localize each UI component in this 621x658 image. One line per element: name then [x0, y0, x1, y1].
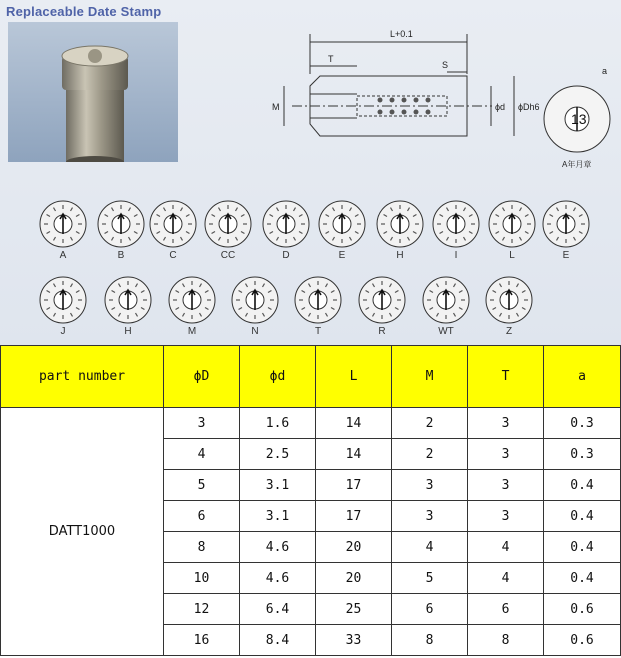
dial-label: L	[509, 250, 515, 261]
table-cell: 0.4	[544, 501, 621, 532]
dial-label: C	[169, 250, 177, 261]
table-cell: 3	[468, 408, 544, 439]
dial-label: I	[454, 250, 458, 261]
dial-caption: A年月章	[562, 160, 592, 169]
table-cell: 4	[392, 532, 468, 563]
table-cell: 4	[468, 532, 544, 563]
table-cell: 20	[316, 563, 392, 594]
dial-label: E	[562, 250, 570, 261]
table-cell: 5	[392, 563, 468, 594]
table-cell: 33	[316, 625, 392, 656]
dial-label: B	[117, 250, 125, 261]
dial-label: Z	[505, 326, 513, 337]
table-cell: 4	[164, 439, 240, 470]
table-cell: 3	[468, 501, 544, 532]
table-cell: 2.5	[240, 439, 316, 470]
dial-label: A	[59, 250, 67, 261]
header-m: M	[392, 346, 468, 408]
t-label: T	[328, 54, 334, 64]
table-cell: 0.4	[544, 563, 621, 594]
header-row	[1, 346, 621, 408]
table-cell: 10	[164, 563, 240, 594]
table-cell: 3	[468, 470, 544, 501]
table-cell: 17	[316, 501, 392, 532]
dial-label: R	[378, 326, 386, 337]
table-cell: 20	[316, 532, 392, 563]
s-label: S	[442, 60, 449, 70]
m-label: M	[272, 102, 280, 112]
table-cell: 4.6	[240, 563, 316, 594]
table-cell: 3	[164, 408, 240, 439]
table-cell: 5	[164, 470, 240, 501]
table-cell: 3	[392, 501, 468, 532]
table-cell: 0.4	[544, 532, 621, 563]
table-cell: 0.3	[544, 408, 621, 439]
table-cell: 14	[316, 408, 392, 439]
table-cell: 2	[392, 408, 468, 439]
header-big-d: ϕD	[164, 346, 240, 408]
table-cell: 8	[392, 625, 468, 656]
table-cell: 8	[164, 532, 240, 563]
dial-label: T	[314, 326, 322, 337]
table-cell: 0.3	[544, 439, 621, 470]
dial-label: WT	[438, 326, 454, 337]
svg-text:13: 13	[571, 111, 587, 127]
dial-label: E	[338, 250, 346, 261]
table-cell: 6	[392, 594, 468, 625]
table-cell: 0.4	[544, 470, 621, 501]
length-label: L+0.1	[390, 29, 413, 39]
table-cell: 3.1	[240, 501, 316, 532]
header-a: a	[544, 346, 621, 408]
table-row	[1, 408, 621, 439]
dial-label: H	[396, 250, 404, 261]
table-cell: 3	[468, 439, 544, 470]
table-cell: 0.6	[544, 625, 621, 656]
header-t: T	[468, 346, 544, 408]
table-cell: 3.1	[240, 470, 316, 501]
big-d-label: ϕDh6	[518, 102, 540, 112]
a-label: a	[602, 66, 608, 76]
table-cell: 2	[392, 439, 468, 470]
table-cell: 1.6	[240, 408, 316, 439]
table-cell: 14	[316, 439, 392, 470]
catalog-title: Replaceable Date Stamp	[6, 4, 162, 19]
dimension-drawing	[262, 24, 621, 174]
table-cell: 16	[164, 625, 240, 656]
header-small-d: ϕd	[240, 346, 316, 408]
table-cell: 0.6	[544, 594, 621, 625]
table-cell: 8	[468, 625, 544, 656]
dial-label: J	[60, 326, 66, 337]
table-cell: 6	[164, 501, 240, 532]
table-cell: 25	[316, 594, 392, 625]
table-cell: 6	[468, 594, 544, 625]
dial-label: H	[124, 326, 132, 337]
table-cell: 4	[468, 563, 544, 594]
table-cell: 8.4	[240, 625, 316, 656]
table-cell: 3	[392, 470, 468, 501]
table-cell: 12	[164, 594, 240, 625]
header-l: L	[316, 346, 392, 408]
table-cell: 17	[316, 470, 392, 501]
stamp-photo	[8, 22, 178, 162]
dial-label: D	[282, 250, 290, 261]
small-d-label: ϕd	[495, 102, 506, 112]
dial-label: N	[251, 326, 259, 337]
dial-label: CC	[220, 250, 236, 261]
header-part-number: part number	[1, 346, 164, 408]
table-cell: 4.6	[240, 532, 316, 563]
table-cell: 6.4	[240, 594, 316, 625]
spec-table	[0, 345, 621, 656]
part-number-cell: DATT1000	[1, 408, 164, 656]
dial-label: M	[187, 326, 197, 337]
